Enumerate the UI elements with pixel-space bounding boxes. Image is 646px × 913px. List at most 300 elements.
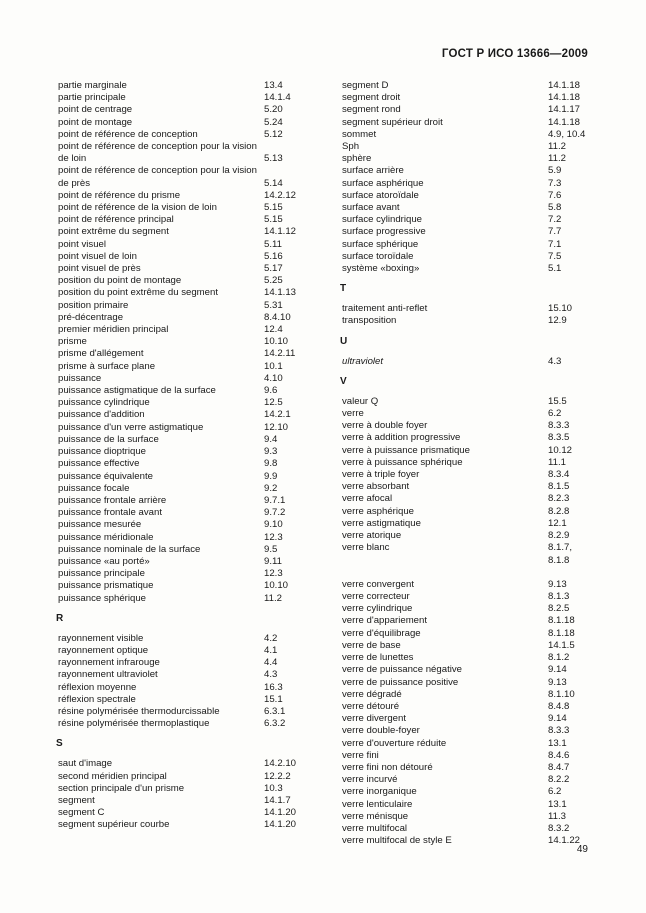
index-reference: 8.1.2: [548, 652, 570, 664]
index-reference: 9.10: [264, 519, 283, 531]
index-term: segment supérieur droit: [342, 116, 443, 128]
index-reference: 5.16: [264, 250, 283, 262]
index-entry: [342, 603, 588, 615]
index-term: rayonnement visible: [58, 632, 144, 644]
index-reference: 5.20: [264, 104, 283, 116]
index-entry: [342, 774, 588, 786]
index-term: segment supérieur courbe: [58, 819, 170, 831]
index-reference: 11.3: [548, 810, 566, 822]
index-term: puissance focale: [58, 482, 130, 494]
index-entry: [342, 530, 588, 542]
index-term: Sph: [342, 141, 360, 153]
index-term: segment C: [58, 807, 105, 819]
index-term: position du point de montage: [58, 275, 182, 287]
index-term: verre à puissance sphérique: [342, 456, 463, 468]
index-entry: [58, 202, 320, 214]
index-term: puissance sphérique: [58, 592, 147, 604]
index-entry: [58, 324, 320, 336]
index-term: verre astigmatique: [342, 517, 421, 529]
index-entry: [342, 725, 588, 737]
index-reference: 8.1.10: [548, 688, 575, 700]
index-term: saut d'image: [58, 758, 113, 770]
index-term: verre détouré: [342, 700, 400, 712]
index-reference: 14.1.5: [548, 639, 575, 651]
index-term: verre d'équilibrage: [342, 627, 421, 639]
index-reference: 12.3: [264, 531, 283, 543]
index-term: verre à triple foyer: [342, 469, 420, 481]
index-term: pré-décentrage: [58, 311, 124, 323]
index-reference: 14.1.7: [264, 794, 291, 806]
index-term: verre ménisque: [342, 810, 409, 822]
index-entry: [58, 495, 320, 507]
index-term: puissance frontale avant: [58, 507, 162, 519]
index-reference: 8.1.7,: [548, 542, 573, 554]
index-term: point de référence de conception: [58, 128, 198, 140]
index-entry: [58, 409, 320, 421]
index-term: segment droit: [342, 92, 401, 104]
index-reference: 7.7: [548, 226, 562, 238]
index-column-left: [58, 80, 320, 832]
index-reference: 7.2: [548, 214, 562, 226]
index-entry: [58, 694, 320, 706]
index-reference: 11.2: [548, 141, 566, 153]
index-reference: 14.1.4: [264, 92, 291, 104]
index-term: verre double-foyer: [342, 725, 420, 737]
index-term: surface progressive: [342, 226, 426, 238]
index-reference: 7.5: [548, 250, 562, 262]
index-entry: [58, 819, 320, 831]
index-reference: 6.3.2: [264, 718, 286, 730]
index-entry: [58, 507, 320, 519]
index-term: point de référence de conception pour la vision de près: [58, 165, 257, 189]
index-entry: [342, 493, 588, 505]
index-term: verre convergent: [342, 578, 414, 590]
index-term: puissance dioptrique: [58, 446, 147, 458]
index-entry: [58, 682, 320, 694]
index-entry: [342, 141, 588, 153]
index-term: verre: [342, 408, 364, 420]
index-entry: [58, 471, 320, 483]
index-reference: 14.1.18: [548, 80, 581, 91]
index-reference: 9.3: [264, 446, 278, 458]
index-term: prisme: [58, 336, 87, 348]
index-entry: [58, 580, 320, 592]
index-entry: [342, 542, 588, 554]
index-reference: 5.14: [264, 177, 283, 189]
index-reference: 12.4: [264, 324, 283, 336]
index-term: verre dégradé: [342, 688, 402, 700]
index-reference: 4.3: [264, 669, 278, 681]
index-term: verre à double foyer: [342, 420, 428, 432]
index-term: point visuel de loin: [58, 250, 137, 262]
index-term: puissance d'addition: [58, 409, 145, 421]
index-reference: 14.1.22: [548, 835, 581, 847]
index-reference: 8.3.2: [548, 822, 570, 834]
index-term: partie principale: [58, 92, 126, 104]
index-term: point extrême du segment: [58, 226, 169, 238]
index-reference: 8.3.3: [548, 725, 570, 737]
index-entry: [58, 633, 320, 645]
index-entry: [58, 483, 320, 495]
index-reference: 5.13: [264, 153, 283, 165]
spacer: [342, 567, 588, 579]
index-term: verre incurvé: [342, 774, 398, 786]
index-reference: 8.4.6: [548, 749, 570, 761]
index-term: verre cylindrique: [342, 603, 413, 615]
index-term: verre asphérique: [342, 505, 414, 517]
index-term: verre afocal: [342, 493, 393, 505]
index-entry: [342, 432, 588, 444]
index-reference: 4.9, 10.4: [548, 128, 586, 140]
index-reference: 9.7.2: [264, 507, 286, 519]
index-term: puissance prismatique: [58, 580, 154, 592]
index-term: surface avant: [342, 202, 400, 214]
index-entry: [58, 807, 320, 819]
index-reference: 5.12: [264, 128, 283, 140]
index-entry: [58, 519, 320, 531]
index-term: position du point extrême du segment: [58, 287, 218, 299]
index-reference: 10.3: [264, 782, 283, 794]
index-entry: [342, 396, 588, 408]
index-entry: [342, 445, 588, 457]
index-entry: [342, 628, 588, 640]
index-reference: 8.4.10: [264, 311, 291, 323]
index-reference: 8.1.8: [548, 554, 570, 566]
index-reference: 14.2.11: [264, 348, 296, 360]
index-entry: [58, 397, 320, 409]
index-reference: 5.1: [548, 263, 562, 275]
index-reference: 5.11: [264, 238, 282, 250]
index-term: ultraviolet: [342, 355, 384, 367]
section-letter: S: [56, 738, 63, 750]
index-reference: 9.4: [264, 433, 278, 445]
index-term: verre d'ouverture réduite: [342, 737, 447, 749]
index-reference: 6.3.1: [264, 705, 286, 717]
index-reference: 11.1: [548, 456, 566, 468]
section-letter: V: [340, 375, 347, 387]
index-entry: [58, 373, 320, 385]
index-reference: 14.1.20: [264, 819, 297, 831]
index-reference: 4.1: [264, 644, 278, 656]
index-entry: [342, 591, 588, 603]
index-term: verre absorbant: [342, 481, 410, 493]
index-entry: [342, 579, 588, 591]
index-reference: 5.9: [548, 165, 562, 177]
index-entry: [342, 420, 588, 432]
index-reference: 9.14: [548, 713, 567, 725]
index-term: puissance frontale arrière: [58, 494, 167, 506]
index-term: puissance d'un verre astigmatique: [58, 421, 204, 433]
index-entry: [58, 239, 320, 251]
index-entry: [342, 738, 588, 750]
index-entry: [342, 92, 588, 104]
index-reference: 11.2: [548, 153, 566, 165]
index-reference: 6.2: [548, 408, 562, 420]
index-entry: [58, 263, 320, 275]
index-term: verre à addition progressive: [342, 432, 461, 444]
index-entry: [342, 640, 588, 652]
index-reference: 8.3.5: [548, 432, 570, 444]
index-reference: 13.4: [264, 80, 283, 91]
index-entry: [58, 718, 320, 730]
index-entry: [342, 226, 588, 238]
index-term: verre multifocal de style E: [342, 835, 452, 847]
index-entry: [58, 275, 320, 287]
index-term: verre à puissance prismatique: [342, 444, 470, 456]
index-term: section principale d'un prisme: [58, 782, 185, 794]
index-entry: [58, 129, 320, 141]
index-term: verre de puissance positive: [342, 676, 459, 688]
index-entry: [342, 153, 588, 165]
index-term: puissance de la surface: [58, 433, 159, 445]
index-reference: 10.1: [264, 360, 283, 372]
index-reference: 8.2.8: [548, 505, 570, 517]
index-term: traitement anti-reflet: [342, 303, 428, 315]
index-entry: [58, 458, 320, 470]
index-reference: 8.2.5: [548, 603, 570, 615]
index-term: premier méridien principal: [58, 324, 169, 336]
index-reference: 14.1.13: [264, 287, 297, 299]
section-letter: R: [56, 612, 64, 624]
index-term: point de centrage: [58, 104, 133, 116]
index-entry: [342, 129, 588, 141]
index-reference: 9.5: [264, 543, 278, 555]
index-reference: 14.1.20: [264, 807, 297, 819]
index-entry: [342, 518, 588, 530]
index-reference: 4.3: [548, 355, 562, 367]
index-term: verre de base: [342, 639, 401, 651]
index-entry: [342, 506, 588, 518]
index-term: verre multifocal: [342, 822, 408, 834]
index-reference: 9.2: [264, 482, 278, 494]
index-term: segment: [58, 794, 95, 806]
index-entry: [342, 356, 588, 368]
index-term: surface cylindrique: [342, 214, 422, 226]
index-reference: 12.9: [548, 315, 567, 327]
index-entry: [342, 408, 588, 420]
index-term: puissance «au porté»: [58, 555, 150, 567]
index-reference: 16.3: [264, 681, 283, 693]
index-term: réflexion moyenne: [58, 681, 137, 693]
index-term: point de référence principal: [58, 214, 174, 226]
index-term: prisme à surface plane: [58, 360, 156, 372]
index-term: verre blanc: [342, 542, 390, 554]
index-entry: [342, 104, 588, 116]
index-term: verre lenticulaire: [342, 798, 413, 810]
index-entry: [58, 190, 320, 202]
index-term: verre fini non détouré: [342, 761, 433, 773]
index-entry: [342, 677, 588, 689]
index-entry: [342, 762, 588, 774]
index-term: point de référence de la vision de loin: [58, 202, 217, 214]
index-entry: [342, 315, 588, 327]
index-reference: 15.1: [264, 693, 283, 705]
index-reference: 13.1: [548, 737, 567, 749]
index-entry: [58, 385, 320, 397]
index-entry: [58, 593, 320, 605]
index-entry: [58, 117, 320, 129]
index-entry: [342, 303, 588, 315]
index-term: point visuel de près: [58, 263, 141, 275]
index-reference: 8.3.4: [548, 469, 570, 481]
index-reference: 9.8: [264, 458, 278, 470]
index-entry: [58, 544, 320, 556]
index-entry: [58, 657, 320, 669]
index-entry: [342, 750, 588, 762]
index-reference: 8.1.3: [548, 591, 570, 603]
index-term: valeur Q: [342, 395, 379, 407]
index-reference: 9.13: [548, 676, 567, 688]
section-letter: T: [340, 283, 347, 295]
index-term: puissance effective: [58, 458, 140, 470]
index-entry: [342, 469, 588, 481]
index-reference: 9.7.1: [264, 494, 286, 506]
index-entry: [58, 532, 320, 544]
index-term: verre de lunettes: [342, 652, 414, 664]
index-reference: 8.2.2: [548, 774, 570, 786]
index-reference: 5.24: [264, 116, 283, 128]
index-entry: [58, 422, 320, 434]
index-reference: 9.9: [264, 470, 278, 482]
index-reference: 8.4.7: [548, 761, 570, 773]
index-entry: [58, 434, 320, 446]
index-reference: 5.17: [264, 263, 283, 275]
index-term: puissance équivalente: [58, 470, 153, 482]
index-entry: [342, 713, 588, 725]
index-entry: [58, 361, 320, 373]
index-entry: [58, 336, 320, 348]
index-reference: 9.14: [548, 664, 567, 676]
index-reference: 4.4: [264, 657, 278, 669]
index-term: point de référence du prisme: [58, 189, 181, 201]
index-entry: [58, 141, 320, 165]
index-term: partie marginale: [58, 80, 127, 91]
index-entry: [342, 664, 588, 676]
index-reference: 5.8: [548, 202, 562, 214]
index-reference: 9.6: [264, 385, 278, 397]
index-entry: [58, 568, 320, 580]
index-entry: [58, 226, 320, 238]
index-term: surface sphérique: [342, 238, 419, 250]
index-entry: [58, 92, 320, 104]
index-reference: 8.1.5: [548, 481, 570, 493]
index-term: prisme d'allégement: [58, 348, 144, 360]
index-term: puissance principale: [58, 568, 145, 580]
index-entry: [58, 214, 320, 226]
index-term: verre de puissance négative: [342, 664, 462, 676]
index-reference: 15.5: [548, 395, 567, 407]
index-entry: [58, 312, 320, 324]
index-entry: [342, 652, 588, 664]
index-entry: [342, 117, 588, 129]
index-entry: [342, 214, 588, 226]
index-reference: 14.1.17: [548, 104, 581, 116]
index-reference: 9.11: [264, 555, 282, 567]
index-term: segment rond: [342, 104, 401, 116]
index-entry: [58, 251, 320, 263]
index-term: sommet: [342, 128, 377, 140]
index-term: puissance: [58, 372, 102, 384]
index-reference: 7.1: [548, 238, 562, 250]
index-entry: [342, 190, 588, 202]
index-entry: [342, 457, 588, 469]
index-reference: 12.5: [264, 397, 283, 409]
index-entry: [58, 783, 320, 795]
index-reference: 7.3: [548, 177, 562, 189]
index-reference: 6.2: [548, 786, 562, 798]
index-reference: 11.2: [264, 592, 282, 604]
index-entry: [342, 202, 588, 214]
index-term: verre fini: [342, 749, 379, 761]
index-reference: 5.15: [264, 202, 283, 214]
index-reference: 8.2.9: [548, 530, 570, 542]
index-entry: [342, 165, 588, 177]
index-reference: 12.10: [264, 421, 289, 433]
index-entry: [342, 239, 588, 251]
index-entry: [58, 706, 320, 718]
index-reference: 8.2.3: [548, 493, 570, 505]
index-reference: 10.10: [264, 336, 289, 348]
index-reference: 14.1.12: [264, 226, 297, 238]
index-reference: 12.2.2: [264, 770, 291, 782]
index-entry: [58, 287, 320, 299]
index-entry: [58, 645, 320, 657]
index-term: puissance nominale de la surface: [58, 543, 201, 555]
index-reference: 14.2.1: [264, 409, 291, 421]
index-reference: 14.2.10: [264, 758, 297, 770]
index-term: transposition: [342, 315, 397, 327]
index-term: rayonnement optique: [58, 644, 149, 656]
index-entry: [342, 251, 588, 263]
index-term: réflexion spectrale: [58, 693, 136, 705]
page-header: ГОСТ Р ИСО 13666—2009: [441, 48, 588, 60]
index-reference: 14.1.18: [548, 116, 581, 128]
index-entry: [342, 823, 588, 835]
index-reference: 15.10: [548, 303, 573, 315]
index-reference: 7.6: [548, 189, 562, 201]
index-entry: [58, 348, 320, 360]
index-term: verre correcteur: [342, 591, 410, 603]
index-term: résine polymérisée thermodurcissable: [58, 705, 220, 717]
index-entry: [58, 300, 320, 312]
section-letter: U: [340, 335, 348, 347]
index-reference: 8.1.18: [548, 615, 575, 627]
index-term: puissance méridionale: [58, 531, 154, 543]
index-term: surface arrière: [342, 165, 404, 177]
index-entry: [58, 771, 320, 783]
index-term: point visuel: [58, 238, 106, 250]
index-term: sphère: [342, 153, 372, 165]
index-term: surface asphérique: [342, 177, 424, 189]
index-entry: [342, 811, 588, 823]
index-term: second méridien principal: [58, 770, 167, 782]
index-reference: 12.1: [548, 517, 567, 529]
index-reference: 10.12: [548, 444, 573, 456]
index-term: surface atoroïdale: [342, 189, 419, 201]
index-entry: [58, 446, 320, 458]
index-term: puissance mesurée: [58, 519, 142, 531]
index-entry: [58, 758, 320, 770]
index-term: rayonnement infrarouge: [58, 657, 160, 669]
index-entry: [58, 669, 320, 681]
index-entry: [342, 80, 588, 92]
index-term: segment D: [342, 80, 389, 91]
index-entry: [342, 689, 588, 701]
index-reference: 4.2: [264, 632, 278, 644]
index-entry: [342, 263, 588, 275]
index-entry: [342, 178, 588, 190]
index-term: puissance cylindrique: [58, 397, 150, 409]
